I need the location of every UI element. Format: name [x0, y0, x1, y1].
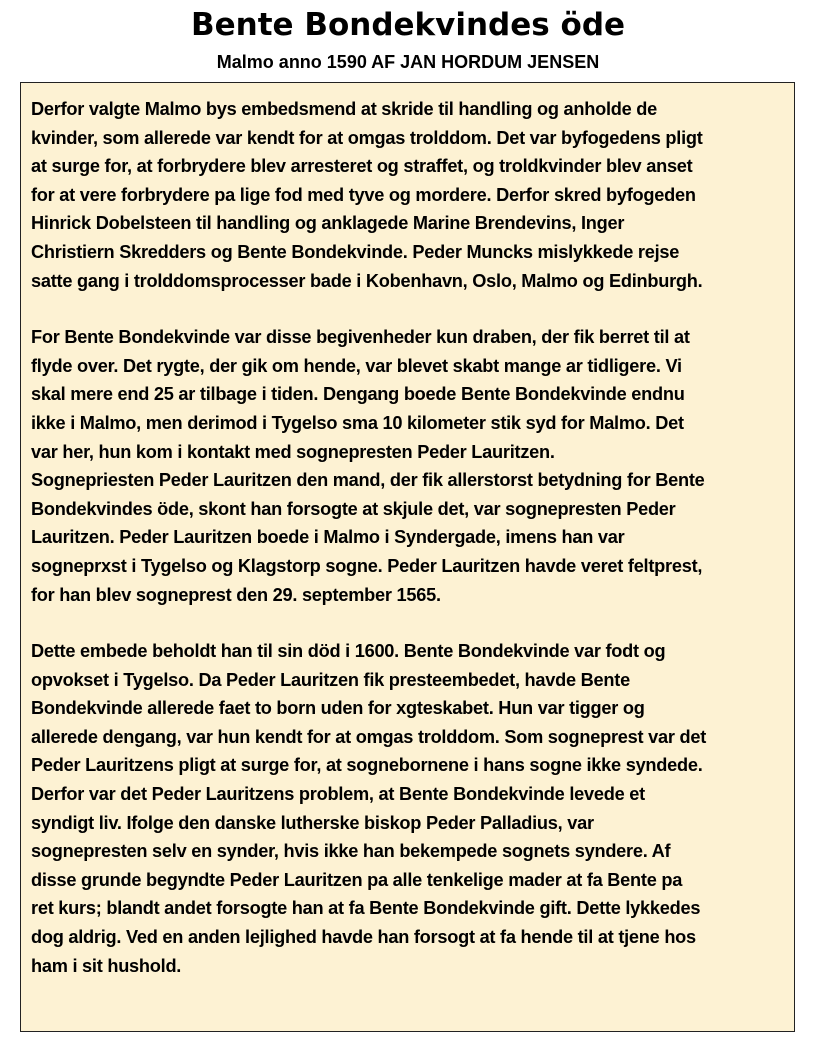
paragraph-2: [31, 323, 786, 609]
text-line: ret kurs; blandt andet forsogte han at fa Bente Bondekvinde gift. Dette lykkedes: [31, 898, 701, 919]
text-line: ham i sit hushold.: [31, 955, 182, 976]
text-line: for at vere forbrydere pa lige fod med tyve og mordere. Derfor skred byfogeden: [31, 184, 696, 205]
text-box: [20, 82, 795, 1032]
text-line: Christiern Skredders og Bente Bondekvinde. Peder Muncks mislykkede rejse: [31, 241, 680, 262]
text-line: syndigt liv. Ifolge den danske lutherske biskop Peder Palladius, var: [31, 812, 594, 833]
text-line: for han blev sogneprest den 29. september 1565.: [31, 584, 441, 605]
text-line: sognepresten selv en synder, hvis ikke han bekempede sognets syndere. Af: [31, 841, 671, 862]
text-line: Hinrick Dobelsteen til handling og anklagede Marine Brendevins, Inger: [31, 213, 625, 234]
text-line: Lauritzen. Peder Lauritzen boede i Malmo i Syndergade, imens han var: [31, 527, 625, 548]
text-line: flyde over. Det rygte, der gik om hende, var blevet skabt mange ar tidligere. Vi: [31, 355, 682, 376]
page-title: Bente Bondekvindes öde: [190, 7, 626, 43]
text-line: Derfor var det Peder Lauritzens problem, at Bente Bondekvinde levede et: [31, 784, 645, 805]
text-line: Sognepriesten Peder Lauritzen den mand, der fik allerstorst betydning for Bente: [31, 470, 705, 491]
text-line: opvokset i Tygelso. Da Peder Lauritzen fik presteembedet, havde Bente: [31, 669, 630, 690]
page-subtitle: Malmo anno 1590 AF JAN HORDUM JENSEN: [216, 52, 600, 72]
text-line: ikke i Malmo, men derimod i Tygelso sma 10 kilometer stik syd for Malmo. Det: [31, 412, 684, 433]
text-line: disse grunde begyndte Peder Lauritzen pa alle tenkelige mader at fa Bente pa: [31, 869, 683, 890]
text-line: at surge for, at forbrydere blev arresteret og straffet, og troldkvinder blev anset: [31, 156, 693, 177]
text-line: var her, hun kom i kontakt med sognepresten Peder Lauritzen.: [31, 441, 555, 462]
text-line: Derfor valgte Malmo bys embedsmend at skride til handling og anholde de: [31, 99, 658, 119]
text-line: skal mere end 25 ar tilbage i tiden. Dengang boede Bente Bondekvinde endnu: [31, 384, 685, 405]
text-line: satte gang i trolddomsprocesser bade i Kobenhavn, Oslo, Malmo og Edinburgh.: [31, 270, 703, 291]
paragraph-3: [31, 637, 786, 980]
text-line: Dette embede beholdt han til sin död i 1600. Bente Bondekvinde var fodt og: [31, 641, 666, 662]
text-line: Peder Lauritzens pligt at surge for, at sognebornene i hans sogne ikke syndede.: [31, 755, 703, 776]
text-line: For Bente Bondekvinde var disse begivenheder kun draben, der fik berret til at: [31, 327, 690, 348]
text-line: allerede dengang, var hun kendt for at omgas trolddom. Som sogneprest var det: [31, 726, 707, 747]
text-line: kvinder, som allerede var kendt for at omgas trolddom. Det var byfogedens pligt: [31, 127, 703, 148]
text-line: Bondekvindes öde, skont han forsogte at skjule det, var sognepresten Peder: [31, 498, 676, 519]
text-line: sogneprxst i Tygelso og Klagstorp sogne. Peder Lauritzen havde veret feltprest,: [31, 555, 703, 576]
paragraph-1: [31, 95, 786, 295]
text-line: dog aldrig. Ved en anden lejlighed havde han forsogt at fa hende til at tjene hos: [31, 927, 696, 948]
text-line: Bondekvinde allerede faet to born uden for xgteskabet. Hun var tigger og: [31, 698, 645, 719]
